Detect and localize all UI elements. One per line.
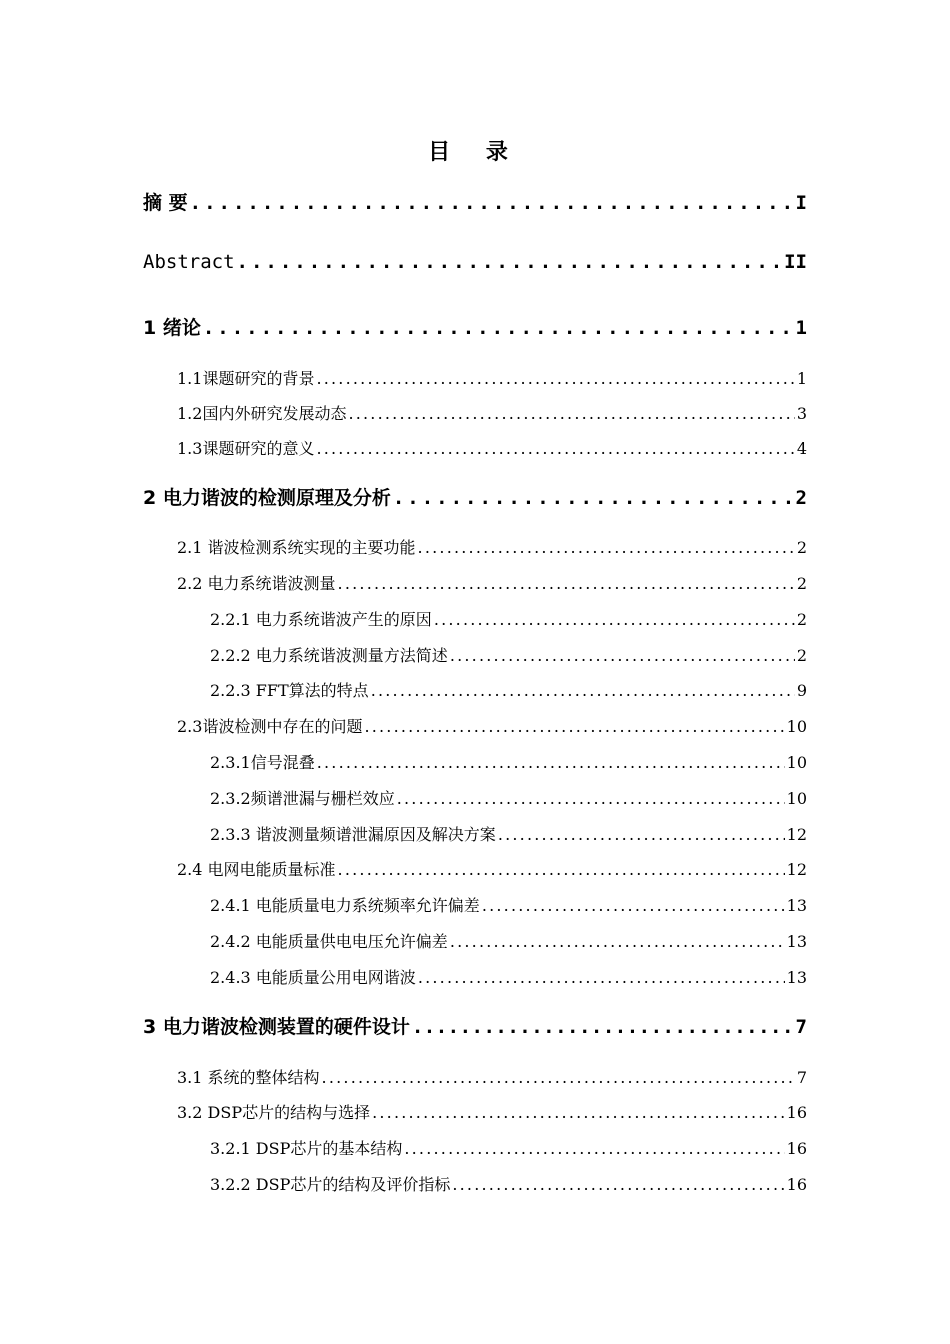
toc-entry-page: 13 xyxy=(786,968,807,987)
toc-entry-section-2-2-2[interactable] xyxy=(210,643,807,666)
dot-leader xyxy=(452,1175,784,1194)
toc-entry-chapter-1[interactable] xyxy=(143,313,807,340)
toc-entry-page: 2 xyxy=(796,538,807,557)
dot-leader xyxy=(450,932,785,951)
toc-entry-section-3-1[interactable] xyxy=(177,1065,807,1088)
toc-entry-label: 2.3.3 谐波测量频谱泄漏原因及解决方案 xyxy=(210,825,496,844)
toc-entry-label: 2.4.2 电能质量供电电压允许偏差 xyxy=(210,932,448,951)
toc-entry-page: 13 xyxy=(786,896,807,915)
dot-leader xyxy=(450,646,795,665)
toc-entry-section-1-1[interactable] xyxy=(177,366,807,389)
toc-entry-page: 1 xyxy=(796,369,807,388)
dot-leader xyxy=(434,610,795,629)
toc-entry-page: II xyxy=(784,251,807,273)
toc-entry-label: 3 电力谐波检测装置的硬件设计 xyxy=(143,1016,410,1038)
dot-leader xyxy=(317,753,785,772)
toc-entry-label: 2.1 谐波检测系统实现的主要功能 xyxy=(177,538,416,557)
toc-entry-section-2-3-1[interactable] xyxy=(210,750,807,773)
dot-leader xyxy=(393,487,794,509)
toc-entry-page: 10 xyxy=(786,789,807,808)
toc-entry-section-3-2-1[interactable] xyxy=(210,1136,807,1159)
dot-leader xyxy=(203,317,794,339)
toc-entry-page: 2 xyxy=(796,646,807,665)
toc-entry-page: 9 xyxy=(796,681,807,700)
toc-entry-label: Abstract xyxy=(143,251,235,273)
toc-entry-label: 2.2.1 电力系统谐波产生的原因 xyxy=(210,610,432,629)
dot-leader xyxy=(316,369,794,388)
toc-entry-label: 2.3.1信号混叠 xyxy=(210,753,315,772)
dot-leader xyxy=(404,1139,784,1158)
toc-entry-page: I xyxy=(795,192,807,214)
dot-leader xyxy=(418,538,795,557)
toc-entry-label: 1.2国内外研究发展动态 xyxy=(177,404,347,423)
toc-entry-section-2-4-1[interactable] xyxy=(210,893,807,916)
toc-entry-label: 2.2.3 FFT算法的特点 xyxy=(210,681,369,700)
dot-leader xyxy=(237,251,783,273)
dot-leader xyxy=(338,860,785,879)
dot-leader xyxy=(418,968,785,987)
dot-leader xyxy=(412,1016,794,1038)
toc-entry-section-2-2[interactable] xyxy=(177,571,807,594)
dot-leader xyxy=(348,404,794,423)
toc-entry-page: 12 xyxy=(786,825,807,844)
toc-entry-page: 2 xyxy=(795,487,807,509)
dot-leader xyxy=(371,681,795,700)
toc-entry-label: 2.3.2频谱泄漏与栅栏效应 xyxy=(210,789,395,808)
toc-entry-section-2-1[interactable] xyxy=(177,535,807,558)
toc-entry-section-1-3[interactable] xyxy=(177,436,807,459)
dot-leader xyxy=(190,192,794,214)
toc-entry-section-2-3-2[interactable] xyxy=(210,786,807,809)
toc-entry-label: 摘 要 xyxy=(143,192,188,214)
toc-entry-label: 1.3课题研究的意义 xyxy=(177,439,315,458)
toc-entry-page: 3 xyxy=(796,404,807,423)
toc-entry-page: 16 xyxy=(786,1175,807,1194)
toc-entry-label: 2.2.2 电力系统谐波测量方法简述 xyxy=(210,646,448,665)
toc-entry-label: 2.4.1 电能质量电力系统频率允许偏差 xyxy=(210,896,480,915)
toc-entry-section-2-3-3[interactable] xyxy=(210,822,807,845)
toc-entry-label: 2.3谐波检测中存在的问题 xyxy=(177,717,363,736)
toc-entry-page: 12 xyxy=(786,860,807,879)
toc-entry-label: 3.2.2 DSP芯片的结构及评价指标 xyxy=(210,1175,451,1194)
toc-entry-page: 16 xyxy=(786,1103,807,1122)
toc-entry-section-3-2[interactable] xyxy=(177,1100,807,1123)
toc-entry-section-2-2-1[interactable] xyxy=(210,607,807,630)
toc-entry-label: 2.4.3 电能质量公用电网谐波 xyxy=(210,968,416,987)
dot-leader xyxy=(338,574,795,593)
toc-entry-chapter-2[interactable] xyxy=(143,483,807,510)
toc-entry-abstract-cn[interactable] xyxy=(143,188,807,215)
toc-entry-label: 3.2.1 DSP芯片的基本结构 xyxy=(210,1139,403,1158)
toc-entry-section-2-3[interactable] xyxy=(177,714,807,737)
toc-entry-label: 3.2 DSP芯片的结构与选择 xyxy=(177,1103,371,1122)
toc-entry-label: 2.4 电网电能质量标准 xyxy=(177,860,336,879)
dot-leader xyxy=(364,717,784,736)
toc-entry-page: 2 xyxy=(796,610,807,629)
toc-entry-page: 16 xyxy=(786,1139,807,1158)
toc-title: 目 录 xyxy=(428,140,522,165)
toc-entry-label: 1.1课题研究的背景 xyxy=(177,369,315,388)
toc-entry-page: 10 xyxy=(786,717,807,736)
dot-leader xyxy=(316,439,794,458)
toc-entry-page: 7 xyxy=(795,1016,807,1038)
toc-entry-page: 7 xyxy=(796,1068,807,1087)
toc-entry-section-2-4[interactable] xyxy=(177,857,807,880)
dot-leader xyxy=(322,1068,795,1087)
dot-leader xyxy=(372,1103,785,1122)
toc-entry-section-2-4-2[interactable] xyxy=(210,929,807,952)
toc-entry-chapter-3[interactable] xyxy=(143,1012,807,1039)
toc-entry-section-3-2-2[interactable] xyxy=(210,1172,807,1195)
toc-entry-page: 1 xyxy=(795,317,807,339)
dot-leader xyxy=(482,896,785,915)
toc-entry-label: 3.1 系统的整体结构 xyxy=(177,1068,320,1087)
toc-entry-page: 13 xyxy=(786,932,807,951)
toc-entry-section-2-2-3[interactable] xyxy=(210,678,807,701)
dot-leader xyxy=(397,789,785,808)
toc-entry-label: 2 电力谐波的检测原理及分析 xyxy=(143,487,391,509)
toc-entry-page: 4 xyxy=(796,439,807,458)
dot-leader xyxy=(498,825,785,844)
toc-entry-page: 10 xyxy=(786,753,807,772)
toc-entry-section-1-2[interactable] xyxy=(177,401,807,424)
toc-entry-page: 2 xyxy=(796,574,807,593)
toc-entry-label: 2.2 电力系统谐波测量 xyxy=(177,574,336,593)
toc-entry-abstract-en[interactable] xyxy=(143,251,807,273)
toc-entry-label: 1 绪论 xyxy=(143,317,201,339)
toc-entry-section-2-4-3[interactable] xyxy=(210,965,807,988)
